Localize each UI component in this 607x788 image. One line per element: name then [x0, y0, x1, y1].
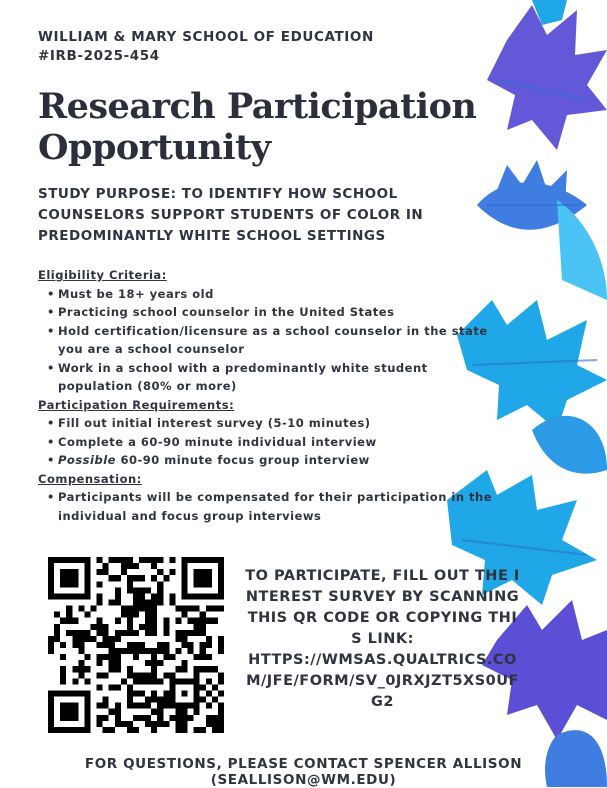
- list-item: • Must be 18+ years old: [58, 285, 498, 304]
- leaf-icon: [532, 416, 607, 474]
- compensation-heading: Compensation:: [38, 471, 142, 486]
- leaf-icon: [487, 5, 607, 150]
- list-item: • Work in a school with a predominantly white student population (80% or more): [58, 359, 498, 396]
- possible-word: Possible: [58, 453, 116, 467]
- irb-number: #IRB-2025-454: [38, 48, 160, 64]
- list-item: • Hold certification/licensure as a school counselor in the state you are a school counselor: [58, 322, 498, 359]
- qr-code-icon[interactable]: [48, 557, 224, 733]
- compensation-list: [38, 488, 498, 525]
- cta-text: TO PARTICIPATE, FILL OUT THE INTEREST SURVEY BY SCANNING THIS QR CODE OR COPYING THIS LINK:: [245, 568, 520, 647]
- leaf-icon: [557, 200, 607, 300]
- list-item: [58, 451, 498, 470]
- requirements-heading: Participation Requirements:: [38, 397, 235, 412]
- school-name: WILLIAM & MARY SCHOOL OF EDUCATION: [38, 29, 374, 45]
- list-item: • Practicing school counselor in the United States: [58, 303, 498, 322]
- list-item: • Complete a 60-90 minute individual interview: [58, 433, 498, 452]
- survey-link[interactable]: HTTPS://WMSAS.QUALTRICS.COM/JFE/FORM/SV_0JRXJZT5XS0UFG2: [246, 652, 519, 710]
- page-title: [38, 86, 476, 168]
- study-details: [38, 266, 498, 525]
- title-line-1: Research Participation: [38, 86, 477, 127]
- list-item: • Participants will be compensated for their participation in the individual and focus group interviews: [58, 488, 498, 525]
- call-to-action: [245, 566, 520, 713]
- eligibility-list: [38, 285, 498, 396]
- title-line-2: Opportunity: [38, 127, 271, 168]
- list-item: • Fill out initial interest survey (5-10 minutes): [58, 414, 498, 433]
- study-purpose: STUDY PURPOSE: TO IDENTIFY HOW SCHOOL COUNSELORS SUPPORT STUDENTS OF COLOR IN PREDOMINANTLY WHITE SCHOOL SETTINGS: [38, 186, 424, 244]
- contact-info: FOR QUESTIONS, PLEASE CONTACT SPENCER ALLISON (SEALLISON@WM.EDU): [84, 756, 523, 788]
- requirements-list: [38, 414, 498, 470]
- eligibility-heading: Eligibility Criteria:: [38, 268, 167, 282]
- header: [38, 28, 374, 66]
- possible-rest: 60-90 minute focus group interview: [115, 453, 370, 467]
